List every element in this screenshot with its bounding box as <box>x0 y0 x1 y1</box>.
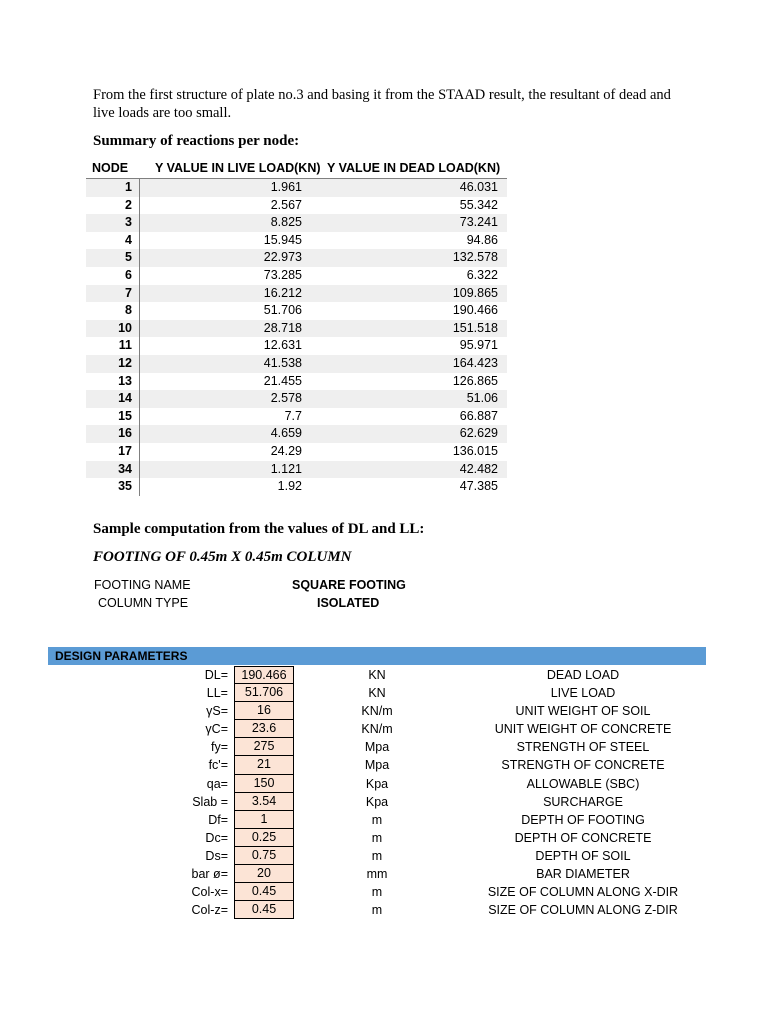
parameter-unit: KN <box>368 686 386 701</box>
parameter-unit: Mpa <box>364 740 390 755</box>
footing-name-value: SQUARE FOOTING <box>292 578 406 592</box>
parameter-description: DEPTH OF FOOTING <box>521 812 645 827</box>
dead-load-cell: 55.342 <box>459 197 498 212</box>
parameter-label: Ds= <box>205 848 228 863</box>
live-load-cell: 1.121 <box>270 461 302 476</box>
parameter-unit: m <box>371 848 383 863</box>
footing-name-label: FOOTING NAME <box>94 578 191 592</box>
table-row <box>86 408 507 426</box>
parameter-value-input[interactable]: 21 <box>234 756 294 774</box>
parameter-description: STRENGTH OF CONCRETE <box>501 758 665 773</box>
live-load-cell: 51.706 <box>263 303 302 318</box>
design-parameters-table <box>0 666 768 919</box>
node-cell: 7 <box>86 285 140 303</box>
node-cell: 12 <box>86 355 140 373</box>
table-row <box>86 302 507 320</box>
sample-computation-heading: Sample computation from the values of DL and LL: <box>93 521 425 537</box>
dead-load-cell: 190.466 <box>452 303 498 318</box>
node-cell: 2 <box>86 197 140 215</box>
node-cell: 34 <box>86 461 140 479</box>
parameter-label: Df= <box>208 812 228 827</box>
dead-load-cell: 151.518 <box>452 320 498 335</box>
parameter-description: DEAD LOAD <box>546 668 620 682</box>
intro-paragraph: From the first structure of plate no.3 and basing it from the STAAD result, the resultant of dead and live loads are too small. <box>93 87 671 121</box>
parameter-unit: m <box>371 812 383 827</box>
parameter-label: γC= <box>205 722 228 737</box>
reactions-table-body <box>86 179 507 496</box>
table-row <box>86 390 507 408</box>
parameter-unit: KN <box>368 668 386 682</box>
dead-load-cell: 126.865 <box>452 373 498 388</box>
parameter-description: SURCHARGE <box>543 794 623 809</box>
parameter-description: BAR DIAMETER <box>536 867 630 882</box>
dead-load-cell: 109.865 <box>452 285 498 300</box>
dead-load-cell: 47.385 <box>459 479 498 494</box>
parameter-value-input[interactable]: 0.25 <box>234 829 294 847</box>
parameter-row <box>0 793 768 811</box>
table-row <box>86 425 507 443</box>
node-cell: 15 <box>86 408 140 426</box>
live-load-cell: 4.659 <box>270 426 302 441</box>
live-load-cell: 24.29 <box>270 443 302 458</box>
live-load-cell: 22.973 <box>263 250 302 265</box>
parameter-value-input[interactable]: 23.6 <box>234 720 294 738</box>
parameter-label: qa= <box>206 776 228 791</box>
dead-load-cell: 164.423 <box>452 355 498 370</box>
table-header-dead-load: Y VALUE IN DEAD LOAD(KN) <box>327 161 501 175</box>
parameter-row <box>0 829 768 847</box>
parameter-row <box>0 684 768 702</box>
parameter-label: Dc= <box>205 830 228 845</box>
live-load-cell: 2.578 <box>270 391 302 406</box>
node-cell: 5 <box>86 249 140 267</box>
parameter-value-input[interactable]: 16 <box>234 702 294 720</box>
live-load-cell: 1.92 <box>277 479 302 494</box>
parameter-label: Slab = <box>192 794 228 809</box>
table-row <box>86 320 507 338</box>
parameter-description: DEPTH OF SOIL <box>535 848 631 863</box>
parameter-unit: m <box>371 830 383 845</box>
live-load-cell: 7.7 <box>284 408 302 423</box>
parameter-value-input[interactable]: 3.54 <box>234 793 294 811</box>
parameter-description: DEPTH OF CONCRETE <box>514 830 652 845</box>
dead-load-cell: 46.031 <box>459 180 498 194</box>
parameter-label: bar ø= <box>191 867 228 882</box>
parameter-row <box>0 847 768 865</box>
table-row <box>86 478 507 496</box>
table-row <box>86 249 507 267</box>
parameter-label: Col-x= <box>191 885 228 900</box>
parameter-description: SIZE OF COLUMN ALONG Z-DIR <box>488 903 678 918</box>
parameter-description: ALLOWABLE (SBC) <box>526 776 640 791</box>
summary-heading: Summary of reactions per node: <box>93 133 300 149</box>
table-row <box>86 214 507 232</box>
dead-load-cell: 95.971 <box>459 338 498 353</box>
parameter-value-input[interactable]: 150 <box>234 775 294 793</box>
table-row <box>86 443 507 461</box>
live-load-cell: 12.631 <box>263 338 302 353</box>
parameter-label: DL= <box>204 668 228 682</box>
parameter-description: UNIT WEIGHT OF SOIL <box>515 704 651 719</box>
live-load-cell: 16.212 <box>263 285 302 300</box>
parameter-description: UNIT WEIGHT OF CONCRETE <box>494 722 672 737</box>
live-load-cell: 15.945 <box>263 232 302 247</box>
parameter-description: SIZE OF COLUMN ALONG X-DIR <box>487 885 679 900</box>
column-type-value: ISOLATED <box>317 596 380 610</box>
parameter-row <box>0 720 768 738</box>
dead-load-cell: 136.015 <box>452 443 498 458</box>
parameter-unit: m <box>371 885 383 900</box>
column-type-label: COLUMN TYPE <box>98 596 189 610</box>
dead-load-cell: 62.629 <box>459 426 498 441</box>
dead-load-cell: 132.578 <box>452 250 498 265</box>
parameter-row <box>0 738 768 756</box>
table-row <box>86 373 507 391</box>
footing-heading: FOOTING OF 0.45m X 0.45m COLUMN <box>93 549 352 565</box>
parameter-value-input[interactable]: 1 <box>234 811 294 829</box>
parameter-row <box>0 811 768 829</box>
table-header-live-load: Y VALUE IN LIVE LOAD(KN) <box>155 161 321 175</box>
dead-load-cell: 66.887 <box>459 408 498 423</box>
parameter-value-input[interactable]: 190.466 <box>234 666 294 684</box>
node-cell: 6 <box>86 267 140 285</box>
node-cell: 35 <box>86 478 140 496</box>
node-cell: 13 <box>86 373 140 391</box>
design-parameters-header: DESIGN PARAMETERS <box>48 647 706 665</box>
parameter-value-input[interactable]: 0.75 <box>234 847 294 865</box>
table-row <box>86 461 507 479</box>
parameter-label: LL= <box>206 686 228 701</box>
node-cell: 3 <box>86 214 140 232</box>
node-cell: 10 <box>86 320 140 338</box>
dead-load-cell: 73.241 <box>459 215 498 230</box>
table-row <box>86 232 507 250</box>
parameter-row <box>0 775 768 793</box>
parameter-value-input[interactable]: 275 <box>234 738 294 756</box>
dead-load-cell: 42.482 <box>459 461 498 476</box>
parameter-value-input[interactable]: 20 <box>234 865 294 883</box>
parameter-unit: Kpa <box>365 794 389 809</box>
parameter-label: γS= <box>206 704 228 719</box>
parameter-row <box>0 901 768 919</box>
node-cell: 11 <box>86 337 140 355</box>
table-row <box>86 179 507 197</box>
table-row <box>86 285 507 303</box>
parameter-description: STRENGTH OF STEEL <box>516 740 650 755</box>
parameter-label: fc'= <box>208 758 228 773</box>
node-cell: 8 <box>86 302 140 320</box>
dead-load-cell: 6.322 <box>466 267 498 282</box>
table-row <box>86 337 507 355</box>
parameter-label: Col-z= <box>191 903 228 918</box>
parameter-unit: Kpa <box>365 776 389 791</box>
live-load-cell: 2.567 <box>270 197 302 212</box>
node-cell: 1 <box>86 179 140 197</box>
parameter-row <box>0 865 768 883</box>
parameter-unit: mm <box>366 867 388 882</box>
table-header-node: NODE <box>92 161 129 175</box>
parameter-row <box>0 702 768 720</box>
table-row <box>86 267 507 285</box>
live-load-cell: 21.455 <box>263 373 302 388</box>
live-load-cell: 8.825 <box>270 215 302 230</box>
parameter-description: LIVE LOAD <box>550 686 616 701</box>
dead-load-cell: 94.86 <box>466 232 498 247</box>
live-load-cell: 1.961 <box>270 180 302 194</box>
parameter-row <box>0 756 768 774</box>
live-load-cell: 73.285 <box>263 267 302 282</box>
table-row <box>86 197 507 215</box>
node-cell: 16 <box>86 425 140 443</box>
parameter-row <box>0 666 768 684</box>
table-row <box>86 355 507 373</box>
node-cell: 14 <box>86 390 140 408</box>
node-cell: 4 <box>86 232 140 250</box>
parameter-row <box>0 883 768 901</box>
parameter-unit: KN/m <box>361 722 393 737</box>
parameter-label: fy= <box>210 740 228 755</box>
parameter-unit: m <box>371 903 383 918</box>
parameter-value-input[interactable]: 51.706 <box>234 684 294 702</box>
live-load-cell: 28.718 <box>263 320 302 335</box>
parameter-unit: KN/m <box>361 704 393 719</box>
parameter-value-input[interactable]: 0.45 <box>234 883 294 901</box>
node-cell: 17 <box>86 443 140 461</box>
dead-load-cell: 51.06 <box>466 391 498 406</box>
parameter-value-input[interactable]: 0.45 <box>234 901 294 919</box>
live-load-cell: 41.538 <box>263 355 302 370</box>
parameter-unit: Mpa <box>364 758 390 773</box>
